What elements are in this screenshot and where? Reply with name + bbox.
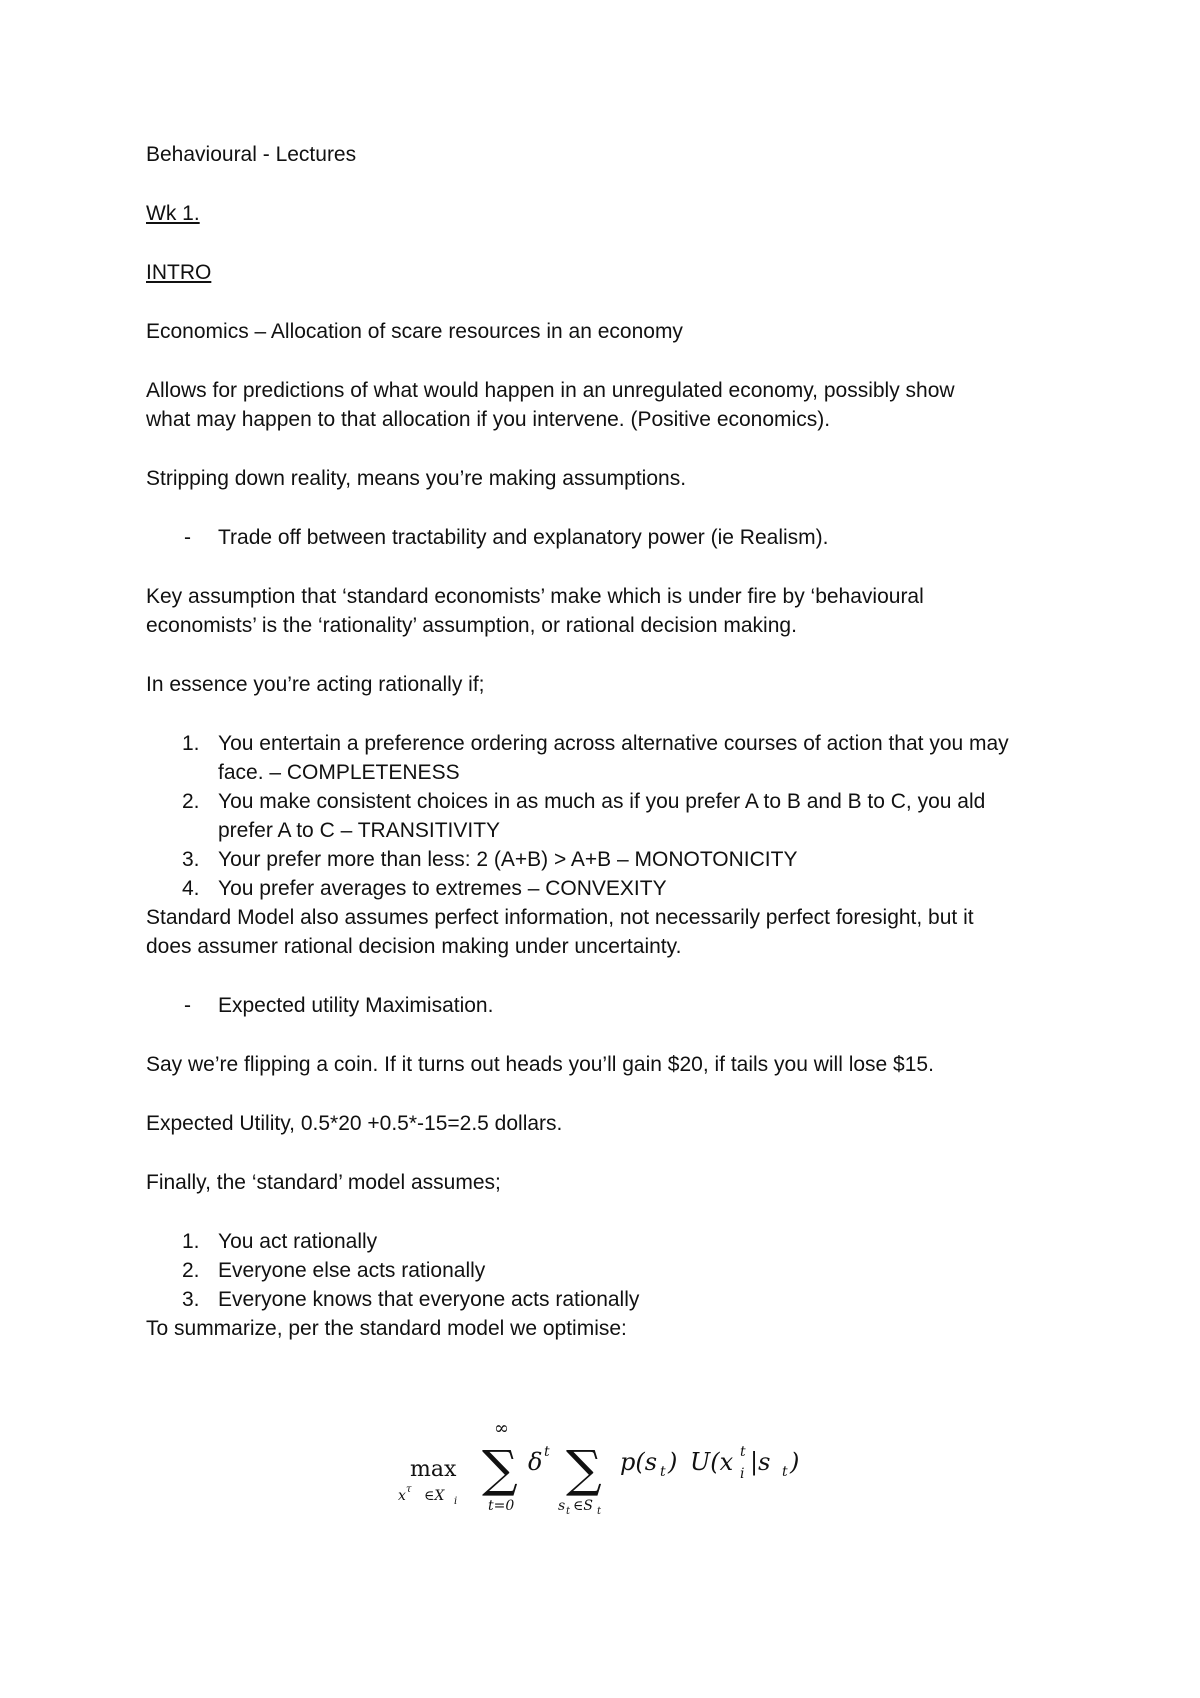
max-subscript-i: i — [454, 1496, 458, 1507]
paragraph-line: Standard Model also assumes perfect information, not necessarily perfect foresight, but it — [146, 906, 974, 929]
sum2-lower-t: t — [566, 1506, 571, 1517]
list-number: 2. — [182, 790, 200, 813]
list-item-text: Your prefer more than less: 2 (A+B) > A+B – MONOTONICITY — [218, 848, 798, 871]
discount-delta: δ — [528, 1448, 543, 1476]
list-number: 4. — [182, 877, 200, 900]
dash-marker: - — [184, 526, 191, 549]
list-item — [146, 787, 1066, 845]
dash-marker: - — [184, 994, 191, 1017]
week-heading: Wk 1. — [146, 202, 200, 225]
utility-term: U(x — [690, 1448, 734, 1476]
list-item-text: face. – COMPLETENESS — [218, 761, 460, 784]
utility-condition-subscript: t — [782, 1464, 788, 1480]
paragraph-line: what may happen to that allocation if you intervene. (Positive economics). — [146, 408, 831, 431]
list-item-text: prefer A to C – TRANSITIVITY — [218, 819, 501, 842]
list-number: 3. — [182, 848, 200, 871]
paragraph-line: Key assumption that ‘standard economists’ make which is under fire by ‘behavioural — [146, 585, 924, 608]
list-number: 2. — [182, 1259, 200, 1282]
sum-symbol: ∑ — [482, 1440, 518, 1498]
paragraph-stripping: Stripping down reality, means you’re making assumptions. — [146, 467, 687, 490]
list-item-text: You entertain a preference ordering across alternative courses of action that you may — [218, 732, 1009, 755]
utility-close: ) — [790, 1448, 800, 1476]
list-item — [146, 729, 1066, 787]
rationality-list — [146, 729, 1066, 903]
max-subscript-set: ∈X — [424, 1488, 445, 1504]
bullet-text: Expected utility Maximisation. — [218, 994, 494, 1017]
bullet-tradeoff — [146, 523, 1066, 552]
probability-subscript: t — [660, 1464, 666, 1480]
utility-superscript: t — [740, 1444, 746, 1460]
sum2-lower-t2: t — [597, 1506, 602, 1517]
paragraph-predictions — [146, 376, 1066, 434]
paragraph-standard-model — [146, 903, 1066, 961]
max-operator: max — [410, 1457, 457, 1482]
sum-symbol: ∑ — [566, 1440, 602, 1498]
paragraph-line: Allows for predictions of what would happen in an unregulated economy, possibly show — [146, 379, 955, 402]
paragraph-coin: Say we’re flipping a coin. If it turns out heads you’ll gain $20, if tails you will lose $15. — [146, 1053, 934, 1076]
document-title: Behavioural - Lectures — [146, 143, 357, 166]
paragraph-line: economists’ is the ‘rationality’ assumption, or rational decision making. — [146, 614, 797, 637]
paragraph-line: does assumer rational decision making under uncertainty. — [146, 935, 682, 958]
list-item-text: Everyone knows that everyone acts rationally — [218, 1288, 640, 1311]
list-item-text: You prefer averages to extremes – CONVEXITY — [218, 877, 667, 900]
max-subscript-tau: τ — [406, 1484, 412, 1495]
bullet-text: Trade off between tractability and explanatory power (ie Realism). — [218, 526, 829, 549]
optimisation-formula — [398, 1418, 830, 1528]
formula-svg — [398, 1418, 830, 1528]
probability-close: ) — [668, 1448, 678, 1476]
list-item-text: Everyone else acts rationally — [218, 1259, 486, 1282]
list-item — [146, 1227, 1066, 1256]
paragraph-expected-utility: Expected Utility, 0.5*20 +0.5*-15=2.5 dollars. — [146, 1112, 563, 1135]
paragraph-finally: Finally, the ‘standard’ model assumes; — [146, 1171, 501, 1194]
probability-term: p(s — [620, 1448, 658, 1476]
utility-condition: |s — [750, 1448, 771, 1476]
paragraph-key-assumption — [146, 582, 1066, 640]
bullet-expected-utility — [146, 991, 1066, 1020]
list-number: 3. — [182, 1288, 200, 1311]
sum-lower-limit: t=0 — [488, 1498, 515, 1514]
paragraph-economics: Economics – Allocation of scare resources in an economy — [146, 320, 683, 343]
assumptions-list — [146, 1227, 1066, 1314]
discount-exponent: t — [544, 1444, 550, 1460]
section-heading: INTRO — [146, 261, 212, 284]
sum2-lower-set: ∈S — [573, 1498, 593, 1514]
list-item-text: You make consistent choices in as much as if you prefer A to B and B to C, you ald — [218, 790, 986, 813]
sum-upper-limit: ∞ — [494, 1418, 509, 1439]
list-number: 1. — [182, 1230, 200, 1253]
list-item — [146, 1256, 1066, 1285]
paragraph-essence: In essence you’re acting rationally if; — [146, 673, 485, 696]
paragraph-summarize: To summarize, per the standard model we optimise: — [146, 1317, 627, 1340]
list-item — [146, 1285, 1066, 1314]
utility-subscript: i — [740, 1466, 745, 1482]
list-number: 1. — [182, 732, 200, 755]
document-page — [146, 140, 1066, 1343]
sum2-lower-s: s — [558, 1498, 566, 1514]
max-subscript-x: x — [398, 1488, 406, 1504]
list-item — [146, 874, 1066, 903]
list-item — [146, 845, 1066, 874]
list-item-text: You act rationally — [218, 1230, 378, 1253]
